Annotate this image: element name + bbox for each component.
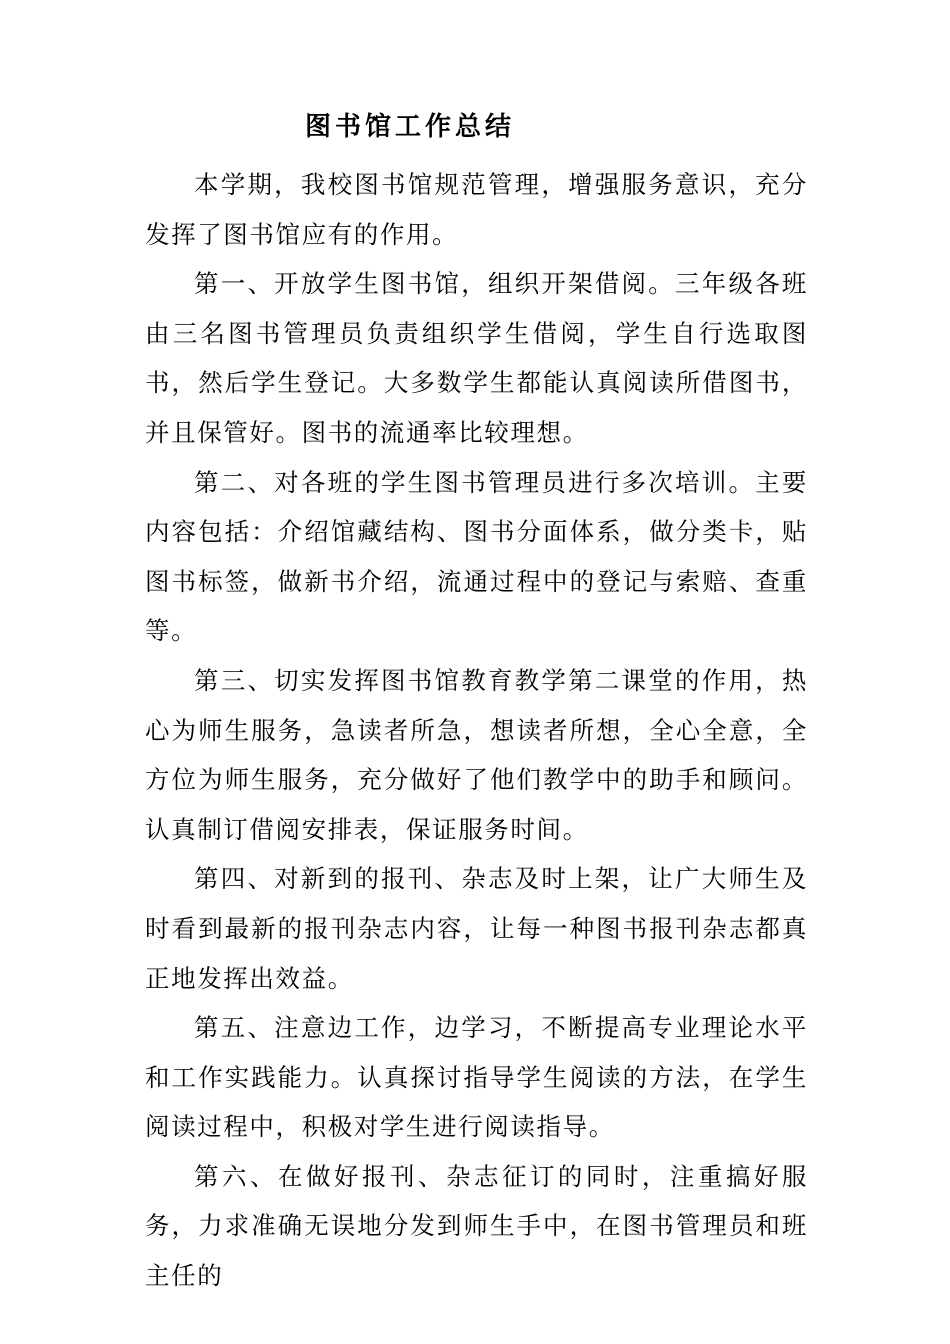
paragraph-intro: 本学期，我校图书馆规范管理，增强服务意识，充分发挥了图书馆应有的作用。 (145, 170, 808, 249)
paragraph-point-3: 第三、切实发挥图书馆教育教学第二课堂的作用，热心为师生服务，急读者所急，想读者所想，全心全意，全方位为师生服务，充分做好了他们教学中的助手和顾问。认真制订借阅安排表，保证服务时间。 (145, 665, 808, 844)
paragraph-point-1: 第一、开放学生图书馆，组织开架借阅。三年级各班由三名图书管理员负责组织学生借阅，学生自行选取图书，然后学生登记。大多数学生都能认真阅读所借图书，并且保管好。图书的流通率比较理想。 (145, 269, 808, 447)
paragraph-point-5: 第五、注意边工作，边学习，不断提高专业理论水平和工作实践能力。认真探讨指导学生阅读的方法，在学生阅读过程中，积极对学生进行阅读指导。 (145, 1013, 808, 1142)
document-body (145, 160, 808, 1301)
paragraph-point-4: 第四、对新到的报刊、杂志及时上架，让广大师生及时看到最新的报刊杂志内容，让每一种图书报刊杂志都真正地发挥出效益。 (145, 864, 808, 993)
paragraph-point-2: 第二、对各班的学生图书管理员进行多次培训。主要内容包括：介绍馆藏结构、图书分面体系，做分类卡，贴图书标签，做新书介绍，流通过程中的登记与索赔、查重等。 (145, 467, 808, 646)
document-title: 图书馆工作总结 (304, 112, 515, 142)
paragraph-point-6: 第六、在做好报刊、杂志征订的同时，注重搞好服务，力求准确无误地分发到师生手中，在图书管理员和班主任的 (145, 1161, 808, 1291)
